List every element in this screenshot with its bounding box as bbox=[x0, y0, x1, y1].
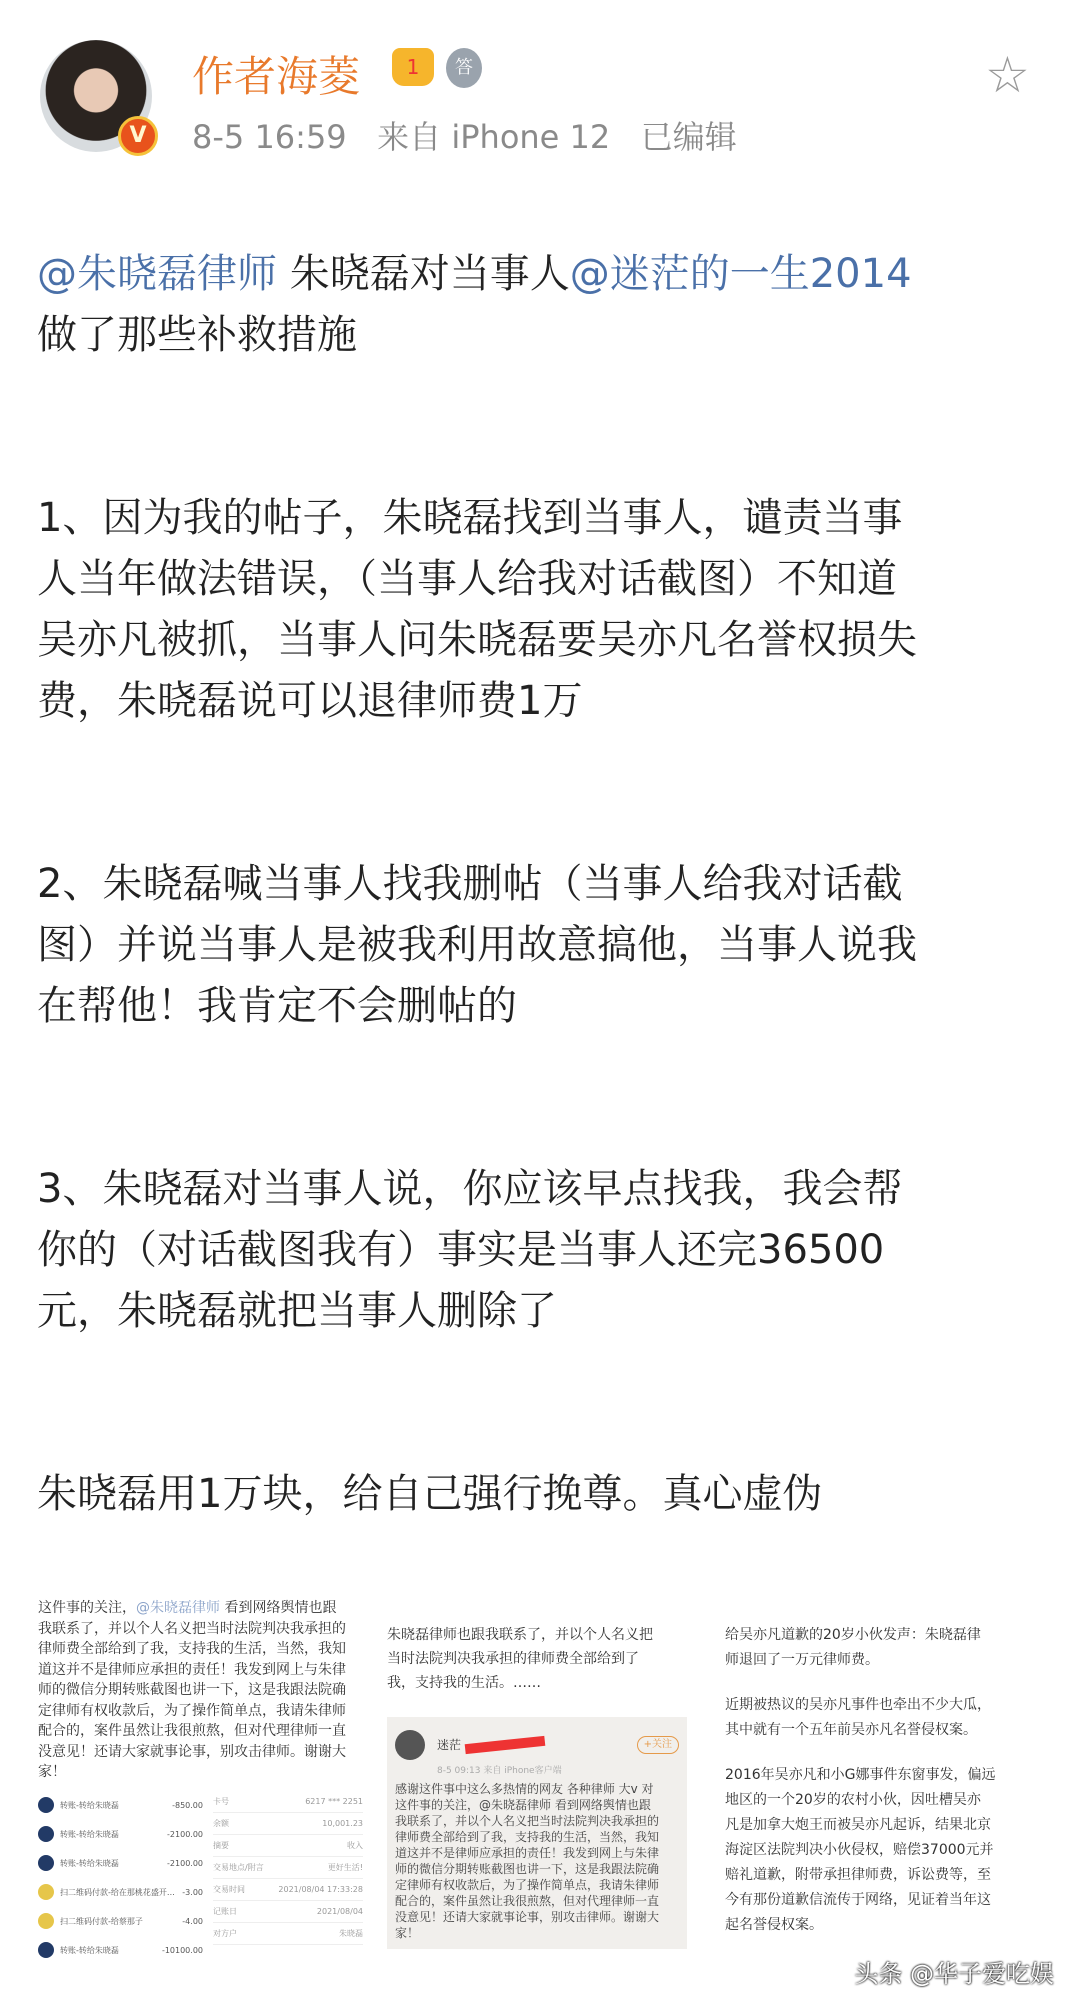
detail-value: 2021/08/04 bbox=[316, 1906, 363, 1916]
image-caption: 朱晓磊律师也跟我联系了，并以个人名义把 当时法院判决我承担的律师费全部给到了 我，支持我的生活。…… bbox=[387, 1627, 653, 1691]
transaction-icon bbox=[38, 1855, 54, 1871]
quoted-post-screenshot bbox=[387, 1717, 687, 1949]
transaction-row bbox=[38, 1936, 203, 1965]
image-text: 给吴亦凡道歉的20岁小伙发声：朱晓磊律 师退回了一万元律师费。 bbox=[725, 1627, 981, 1668]
post-image-2[interactable] bbox=[381, 1598, 711, 1949]
detail-row bbox=[213, 1791, 363, 1813]
detail-value: 朱晓磊 bbox=[339, 1928, 363, 1938]
transaction-amount: -2100.00 bbox=[167, 1829, 203, 1839]
transaction-amount: -4.00 bbox=[182, 1916, 203, 1926]
image-text: 近期被热议的吴亦凡事件也牵出不少大瓜， 其中就有一个五年前吴亦凡名誉侵权案。 bbox=[725, 1697, 991, 1738]
post-paragraph: 2、朱晓磊喊当事人找我删帖（当事人给我对话截 图）并说当事人是被我利用故意搞他，当事人说我 在帮他！我肯定不会删帖的 bbox=[37, 861, 917, 1029]
transaction-label: 转账-转给朱晓磊 bbox=[60, 1829, 119, 1839]
mention-link[interactable]: @迷茫的一生2014 bbox=[569, 251, 912, 297]
transaction-label: 转账-转给朱晓磊 bbox=[60, 1858, 119, 1868]
transaction-row bbox=[38, 1849, 203, 1878]
transaction-icon bbox=[38, 1884, 54, 1900]
image-text: 2016年吴亦凡和小G娜事件东窗事发，偏远 地区的一个20岁的农村小伙，因吐槽吴亦 凡是加拿大炮王而被吴亦凡起诉，结果北京 海淀区法院判决小伙侵权，赔偿37000元并 赔礼道歉，附带承担律师费，诉讼费等，至 今有那份道歉信流传于网络，见证着当年这 起名誉侵权案。 bbox=[725, 1767, 996, 1933]
image-text: 我联系了，并以个人名义把当时法院判决我承担的 律师费全部给到了我，支持我的生活，当然，我知 道这并不是律师应承担的责任！我发到网上与朱律 师的微信分期转账截图也讲一下，这是我跟法院确 定律师有权收款后，为了操作简单点，我请朱律师 配合的，案件虽然让我很煎熬，但对代理律师一直 没意见！还请大家就事论事，别攻击律师。谢谢大 家！ bbox=[38, 1620, 346, 1780]
transaction-label: 扫二维码付款-给蔡那子 bbox=[60, 1916, 143, 1926]
transaction-amount: -2100.00 bbox=[167, 1858, 203, 1868]
transaction-label: 扫二维码付款-给在那桃花盛开… bbox=[60, 1887, 175, 1897]
star-icon[interactable]: ☆ bbox=[985, 46, 1030, 104]
transaction-label: 转账-转给朱晓磊 bbox=[60, 1945, 119, 1955]
detail-row bbox=[213, 1857, 363, 1879]
transaction-row bbox=[38, 1878, 203, 1907]
image-text: 这件事的关注，@朱晓磊律师 看到网络舆情也跟 bbox=[38, 1600, 337, 1616]
transaction-row bbox=[38, 1820, 203, 1849]
detail-row bbox=[213, 1813, 363, 1835]
detail-key: 余额 bbox=[213, 1818, 229, 1828]
post-image-3[interactable] bbox=[717, 1598, 1062, 1990]
detail-value: 6217 *** 2251 bbox=[305, 1796, 363, 1806]
detail-value: 更好生活! bbox=[327, 1862, 363, 1872]
post-image-1[interactable] bbox=[30, 1598, 375, 1965]
transaction-row bbox=[38, 1907, 203, 1936]
post-paragraph: 朱晓磊用1万块，给自己强行挽尊。真心虚伪 bbox=[37, 1471, 823, 1517]
medal-icon[interactable]: 答 bbox=[446, 48, 482, 88]
avatar bbox=[395, 1730, 425, 1760]
detail-key: 卡号 bbox=[213, 1796, 229, 1806]
detail-row bbox=[213, 1835, 363, 1857]
transaction-amount: -10100.00 bbox=[161, 1945, 203, 1955]
detail-key: 对方户 bbox=[213, 1928, 237, 1938]
transaction-icon bbox=[38, 1797, 54, 1813]
transaction-icon bbox=[38, 1942, 54, 1958]
post-meta bbox=[192, 112, 737, 158]
detail-key: 交易地点/附言 bbox=[213, 1862, 264, 1872]
post-body bbox=[37, 183, 1062, 1598]
post-text: 做了那些补救措施 bbox=[37, 312, 357, 358]
transaction-icon bbox=[38, 1913, 54, 1929]
detail-key: 记账日 bbox=[213, 1906, 237, 1916]
transaction-label: 转账-转给朱晓磊 bbox=[60, 1800, 119, 1810]
detail-row bbox=[213, 1879, 363, 1901]
transaction-amount: -3.00 bbox=[182, 1887, 203, 1897]
transaction-icon bbox=[38, 1826, 54, 1842]
quoted-meta: 8-5 09:13 来自 iPhone客户端 bbox=[437, 1766, 562, 1776]
transaction-row bbox=[38, 1791, 203, 1820]
detail-key: 交易时间 bbox=[213, 1884, 245, 1894]
transaction-details bbox=[213, 1791, 363, 1965]
transaction-amount: -850.00 bbox=[172, 1800, 203, 1810]
post-time: 8-5 16:59 bbox=[192, 118, 347, 156]
detail-value: 收入 bbox=[347, 1840, 363, 1850]
detail-key: 摘要 bbox=[213, 1840, 229, 1850]
detail-row bbox=[213, 1901, 363, 1923]
redaction-mark bbox=[465, 1736, 546, 1754]
crown-icon[interactable]: 1 bbox=[392, 48, 434, 86]
detail-row bbox=[213, 1923, 363, 1945]
transaction-list bbox=[38, 1791, 203, 1965]
post-paragraph: 1、因为我的帖子，朱晓磊找到当事人，谴责当事 人当年做法错误，（当事人给我对话截图）不知道 吴亦凡被抓，当事人问朱晓磊要吴亦凡名誉权损失 费，朱晓磊说可以退律师费1万 bbox=[37, 495, 917, 724]
quoted-text: 感谢这件事中这么多热情的网友 各种律师 大v 对 这件事的关注，@朱晓磊律师 看到网络舆情也跟 我联系了，并以个人名义把当时法院判决我承担的 律师费全部给到了我，支持我的生活，当然，我知 道这并不是律师应承担的责任！我发到网上与朱律 师的微信分期转账截图也讲一下，这是我跟法院确 定律师有权收款后，为了操作简单点，我请朱律师 配合的，案件虽然让我很煎熬，但对代理律师一直 没意见！还请大家就事论事，别攻击律师。谢谢大 家！ bbox=[395, 1782, 660, 1940]
verified-badge-icon: V bbox=[118, 116, 158, 156]
detail-value: 2021/08/04 17:33:28 bbox=[278, 1884, 363, 1894]
detail-value: 10,001.23 bbox=[322, 1818, 363, 1828]
edited-label: 已编辑 bbox=[640, 118, 737, 156]
follow-button: +关注 bbox=[637, 1736, 679, 1754]
post-text: 朱晓磊对当事人 bbox=[277, 251, 570, 297]
post-source: 来自 iPhone 12 bbox=[377, 118, 611, 156]
post-image-grid bbox=[30, 1598, 1077, 1990]
watermark: 头条 @华子爱吃娱 bbox=[854, 1960, 1054, 1988]
quoted-user: 迷茫 bbox=[437, 1737, 462, 1752]
mention-link[interactable]: @朱晓磊律师 bbox=[37, 251, 277, 297]
author-name[interactable]: 作者海菱 bbox=[192, 52, 361, 101]
post-paragraph: 3、朱晓磊对当事人说，你应该早点找我，我会帮 你的（对话截图我有）事实是当事人还完36500 元，朱晓磊就把当事人删除了 bbox=[37, 1166, 903, 1334]
